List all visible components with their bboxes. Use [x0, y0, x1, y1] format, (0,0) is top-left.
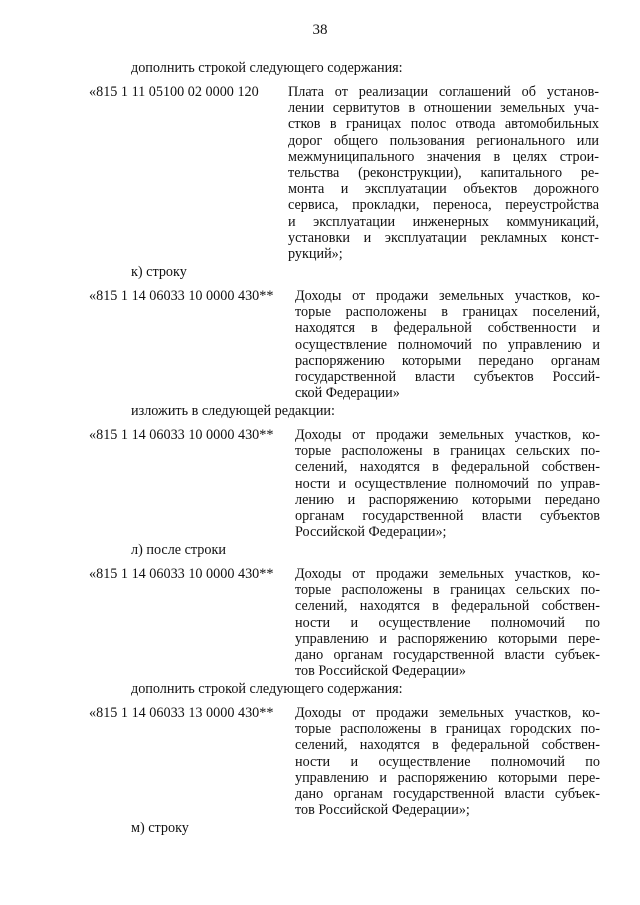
intro-text: изложить в следующей редакции:	[131, 403, 335, 419]
description-line: тов Российской Федерации»;	[295, 802, 470, 819]
description-line: тельства (реконструкции), капитального ре-	[288, 164, 599, 181]
intro-text: м) строку	[131, 820, 189, 836]
description-line: управлению и распоряжению которыми пере-	[295, 630, 600, 647]
description-line: дано органам государственной власти субъек-	[295, 646, 600, 663]
classification-code: «815 1 14 06033 13 0000 430**	[89, 705, 274, 721]
description-line: торые расположены в границах сельских по-	[295, 582, 600, 599]
description-line: стков в границах полос отвода автомобильных	[288, 116, 599, 133]
description-block	[295, 427, 600, 540]
intro-text: л) после строки	[131, 542, 226, 558]
description-line: лению и распоряжению которыми передано	[295, 491, 600, 508]
description-line: Доходы от продажи земельных участков, ко-	[295, 427, 600, 443]
page-number: 38	[312, 22, 328, 38]
description-line: ности и осуществление полномочий по	[295, 753, 600, 770]
classification-code: «815 1 14 06033 10 0000 430**	[89, 427, 274, 443]
description-line: рукций»;	[288, 245, 343, 262]
description-line: Доходы от продажи земельных участков, ко-	[295, 705, 600, 721]
description-line: межмуниципального значения в целях строи-	[288, 148, 599, 165]
description-line: установки и эксплуатации рекламных конст-	[288, 229, 599, 246]
description-line: дорог общего пользования регионального или	[288, 132, 599, 149]
description-line: монта и эксплуатации объектов дорожного	[288, 181, 599, 198]
description-line: государственной власти субъектов Россий-	[295, 368, 600, 385]
description-line: ности и осуществление полномочий по управ-	[295, 475, 600, 492]
classification-code: «815 1 14 06033 10 0000 430**	[89, 566, 274, 582]
description-line: ской Федерации»	[295, 385, 400, 402]
description-line: селений, находятся в федеральной собствен-	[295, 598, 600, 615]
description-line: управлению и распоряжению которыми пере-	[295, 769, 600, 786]
description-line: дано органам государственной власти субъек-	[295, 785, 600, 802]
description-line: селений, находятся в федеральной собствен-	[295, 459, 600, 476]
description-line: торые расположены в границах сельских по-	[295, 443, 600, 460]
description-line: сервиса, прокладки, переноса, переустройства	[288, 197, 599, 214]
description-line: и эксплуатации инженерных коммуникаций,	[288, 213, 599, 230]
description-block	[295, 705, 600, 818]
description-line: Плата от реализации соглашений об установ-	[288, 84, 599, 100]
description-line: торые расположены в границах городских по-	[295, 721, 600, 738]
classification-code: «815 1 14 06033 10 0000 430**	[89, 288, 274, 304]
description-line: лении сервитутов в отношении земельных уча-	[288, 100, 599, 117]
classification-code: «815 1 11 05100 02 0000 120	[89, 84, 259, 100]
description-line: ности и осуществление полномочий по	[295, 614, 600, 631]
intro-text: к) строку	[131, 264, 187, 280]
description-line: распоряжению которыми передано органам	[295, 352, 600, 369]
description-line: осуществление полномочий по управлению и	[295, 336, 600, 353]
description-line: Доходы от продажи земельных участков, ко-	[295, 566, 600, 582]
intro-text: дополнить строкой следующего содержания:	[131, 681, 403, 697]
description-line: находятся в федеральной собственности и	[295, 320, 600, 337]
description-line: органам государственной власти субъектов	[295, 507, 600, 524]
description-line: тов Российской Федерации»	[295, 663, 466, 680]
description-block	[288, 84, 599, 262]
intro-text: дополнить строкой следующего содержания:	[131, 60, 403, 76]
description-line: Российской Федерации»;	[295, 524, 447, 541]
description-block	[295, 566, 600, 679]
description-line: торые расположены в границах поселений,	[295, 304, 600, 321]
description-line: Доходы от продажи земельных участков, ко-	[295, 288, 600, 304]
description-line: селений, находятся в федеральной собствен-	[295, 737, 600, 754]
description-block	[295, 288, 600, 401]
